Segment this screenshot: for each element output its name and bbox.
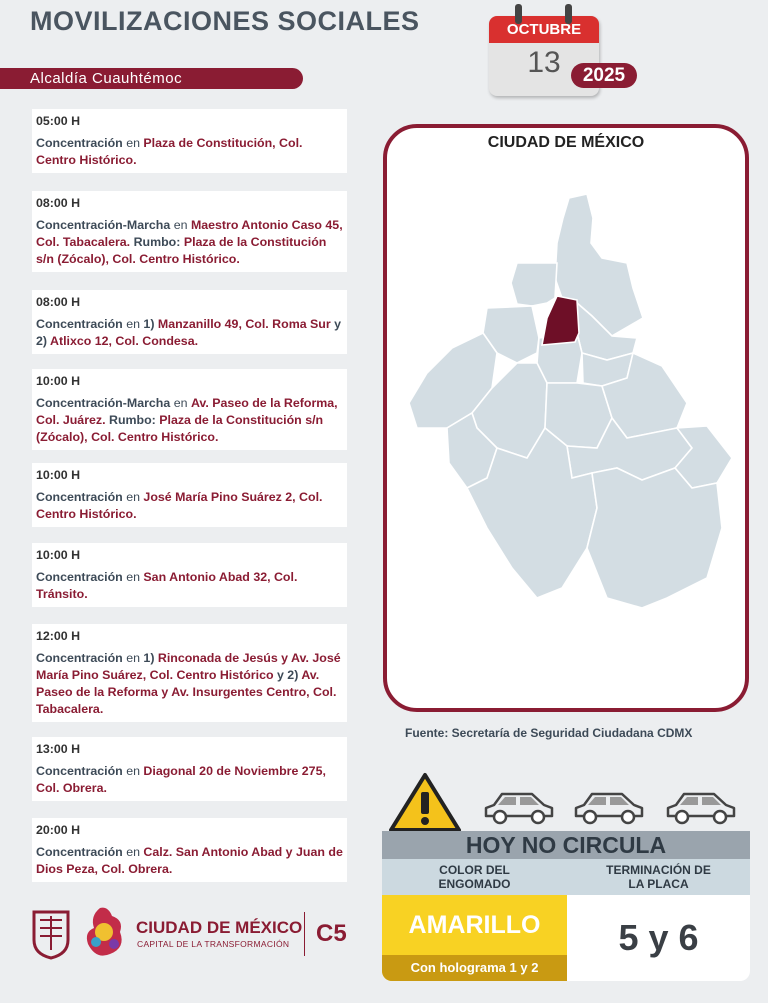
event-type: Rumbo: [105,413,160,427]
warning-icon [388,772,462,834]
event-description [36,844,343,878]
event-type: Concentración-Marcha [36,218,171,232]
event-location: Rinconada de Jesús y Av. José María Pino Suárez, Col. Centro Histórico [36,651,341,682]
event-type: Concentración [36,845,123,859]
event-type: Concentración-Marcha [36,396,171,410]
event-card [32,624,347,722]
event-type: y 2) [273,668,302,682]
map-frame [383,124,749,712]
car-icon [572,788,646,826]
event-type: en [122,845,144,859]
event-type: en [122,490,144,504]
event-type: 1) [143,317,158,331]
map-title: CIUDAD DE MÉXICO [487,134,645,151]
event-type: Concentración [36,764,123,778]
event-card [32,463,347,527]
subtitle-text: Alcaldía Cuauhtémoc [30,70,183,87]
event-type: en [122,317,144,331]
cdmx-map [387,128,745,708]
footer-tagline: CAPITAL DE LA TRANSFORMACIÓN [137,939,290,949]
event-card [32,543,347,607]
borough-milpa-alta [587,468,722,608]
event-card [32,737,347,801]
event-time: 08:00 H [36,196,81,210]
event-type: Concentración [36,317,123,331]
calendar-icon [487,4,637,96]
event-description [36,489,343,523]
column-plate-label: TERMINACIÓN DE LA PLACA [606,863,711,891]
event-location: Diagonal 20 de Noviembre 275, Col. Obrera. [36,764,326,795]
footer-c5-logo: C5 [316,920,347,947]
page-title: MOVILIZACIONES SOCIALES [30,6,420,36]
event-type: en [122,651,144,665]
sticker-color-cell [382,895,567,981]
event-description [36,395,343,446]
event-type: Concentración [36,136,123,150]
event-time: 13:00 H [36,742,81,756]
map-source: Fuente: Secretaría de Seguridad Ciudadana CDMX [405,726,693,740]
event-type: en [122,136,144,150]
event-time: 10:00 H [36,468,81,482]
event-location: Calz. San Antonio Abad y Juan de Dios Peza, Col. Obrera. [36,845,343,876]
event-type: Concentración [36,490,123,504]
event-time: 10:00 H [36,374,81,388]
hoy-no-circula-title: HOY NO CIRCULA [382,831,750,859]
hoy-no-circula-panel [382,831,750,981]
event-type: Rumbo: [130,235,184,249]
event-location: Maestro Antonio Caso 45, Col. Tabacalera. [36,218,343,249]
event-time: 20:00 H [36,823,81,837]
footer-divider [304,912,305,956]
event-card [32,290,347,354]
event-location: Av. Paseo de la Reforma, Col. Juárez. [36,396,338,427]
calendar-month: OCTUBRE [506,21,582,38]
event-time: 08:00 H [36,295,81,309]
event-type: en [170,218,191,232]
car-icon [664,788,738,826]
subtitle-bar [0,68,303,89]
event-location: Plaza de Constitución, Col. Centro Histórico. [36,136,303,167]
event-type: en [170,396,191,410]
hologram-bar [382,955,567,981]
car-icon [482,788,556,826]
event-type: Concentración [36,570,123,584]
hologram-text: Con holograma 1 y 2 [410,960,539,975]
event-description [36,569,343,603]
event-location: Av. Paseo de la Reforma y Av. Insurgentes Centro, Col. Tabacalera. [36,668,337,716]
event-card [32,369,347,450]
event-card [32,818,347,882]
event-description [36,217,343,268]
event-time: 05:00 H [36,114,81,128]
event-location: Plaza de la Constitución s/n (Zócalo), Col. Centro Histórico. [36,235,327,266]
event-time: 12:00 H [36,629,81,643]
footer-city-name: CIUDAD DE MÉXICO [136,918,303,937]
coat-of-arms-icon [30,902,130,962]
event-location: San Antonio Abad 32, Col. Tránsito. [36,570,298,601]
map-boroughs [409,194,732,608]
event-time: 10:00 H [36,548,81,562]
event-type: y 2) [36,317,342,348]
event-description [36,135,343,169]
event-location: Atlixco 12, Col. Condesa. [50,334,199,348]
calendar-year: 2025 [571,63,637,88]
hoy-no-circula-columns [382,859,750,895]
event-location: Plaza de la Constitución s/n (Zócalo), Col. Centro Histórico. [36,413,324,444]
plate-ending-value: 5 y 6 [618,917,699,958]
event-location: Manzanillo 49, Col. Roma Sur [157,317,331,331]
event-description [36,316,343,350]
event-location: José María Pino Suárez 2, Col. Centro Histórico. [36,490,323,521]
event-card [32,109,347,173]
event-type: en [122,764,144,778]
event-type: Concentración [36,651,123,665]
event-description [36,763,343,797]
calendar-day: 13 [527,46,561,79]
event-card [32,191,347,272]
event-type: en [122,570,144,584]
column-color-label: COLOR DEL ENGOMADO [438,863,511,891]
event-type: 1) [143,651,158,665]
sticker-color-value: AMARILLO [408,911,541,939]
event-description [36,650,343,718]
borough-azcapotzalco [511,263,557,306]
footer-logos [30,902,130,967]
